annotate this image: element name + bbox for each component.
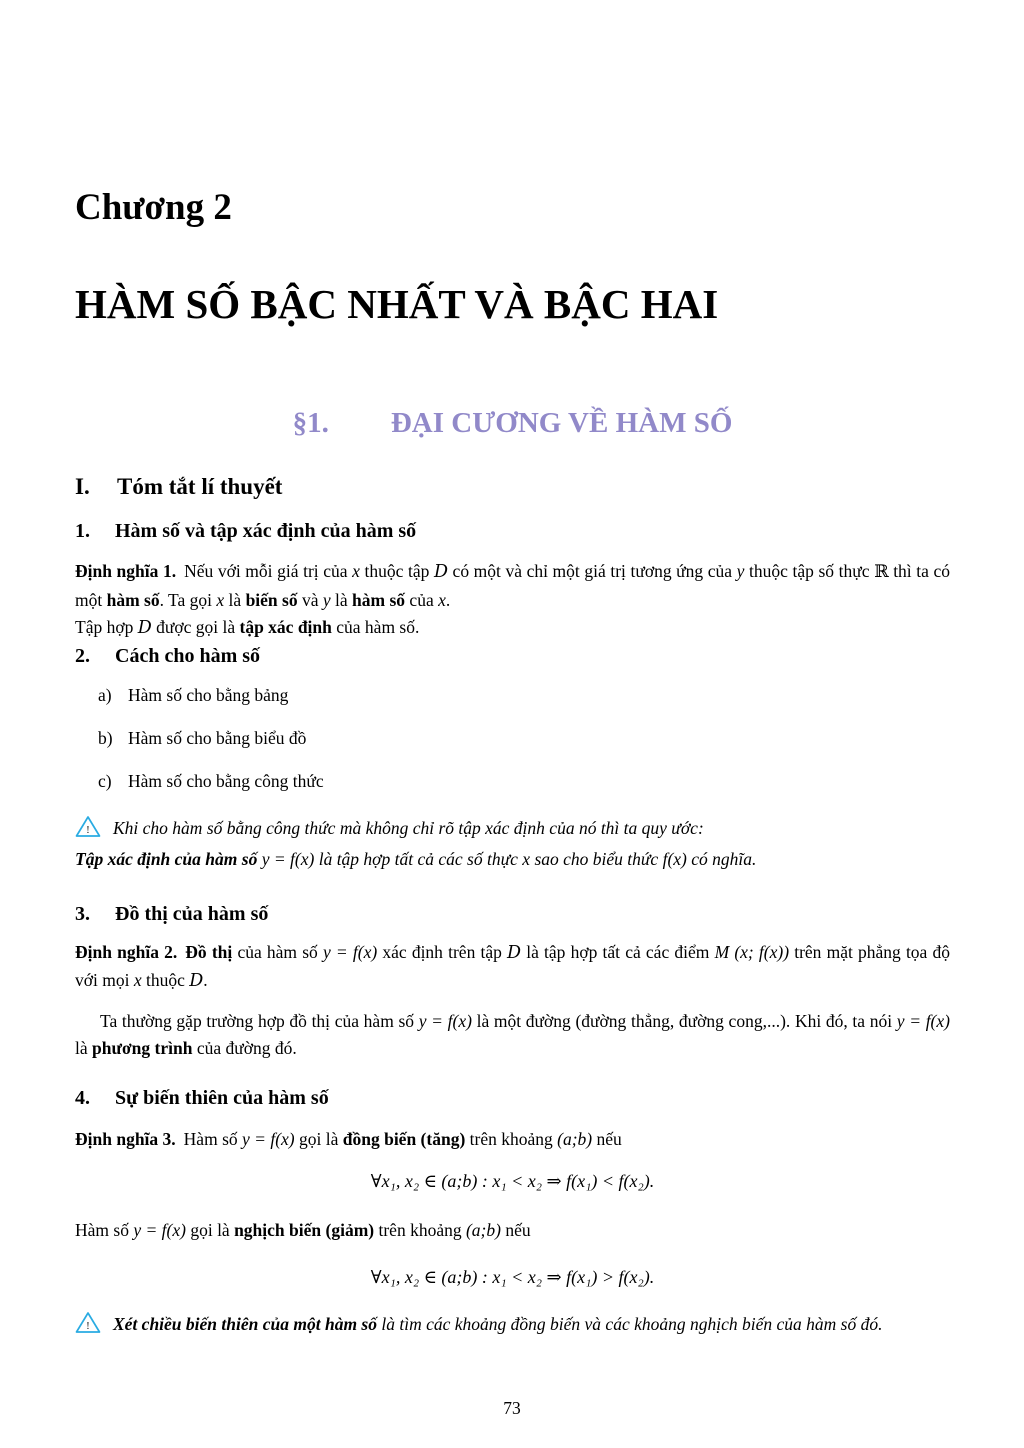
definition-1-body: Nếu với mỗi giá trị của x thuộc tập D có một và chỉ một giá trị tương ứng của y thuộc tập số thực ℝ thì ta có một hàm số. Ta gọi x là biến số và y là hàm số của x.: [75, 561, 951, 610]
list-item: [98, 769, 950, 793]
sub-heading-1-number: 1.: [75, 520, 90, 542]
section-number: §1.: [292, 407, 329, 439]
definition-1-paragraph: [75, 558, 950, 614]
sub-heading-3-number: 3.: [75, 902, 90, 925]
note-monotonicity: [75, 1311, 950, 1343]
sub-heading-2-title: Cách cho hàm số: [115, 644, 261, 667]
note-convention: [75, 815, 950, 874]
list-item-label: c): [98, 770, 112, 791]
warning-triangle-icon: [75, 1311, 101, 1343]
definition-2-label: Định nghĩa 2.: [75, 941, 178, 962]
section-title: ĐẠI CƯƠNG VỀ HÀM SỐ: [390, 407, 733, 439]
list-item-text: Hàm số cho bằng bảng: [128, 684, 289, 705]
warning-triangle-icon: [75, 815, 101, 847]
definition-2-paragraph: [75, 939, 950, 996]
sub-heading-2-number: 2.: [75, 644, 90, 667]
note-convention-line2: Tập xác định của hàm số y = f(x) là tập hợp tất cả các số thực x sao cho biểu thức f(x) có nghĩa.: [75, 849, 757, 869]
sub-heading-2: [75, 643, 950, 669]
svg-text:!: !: [86, 823, 90, 836]
formula-decreasing: ∀x₁, x₂ ∈ (a;b) : x₁ < x₂ ⇒ f(x₁) > f(x₂).: [370, 1266, 655, 1287]
note-convention-line1: Khi cho hàm số bằng công thức mà không chỉ rõ tập xác định của nó thì ta quy ước:: [113, 817, 704, 838]
sub-heading-3: [75, 901, 950, 927]
list-item-text: Hàm số cho bằng công thức: [128, 770, 324, 791]
note-monotonicity-text: Xét chiều biến thiên của một hàm số là tìm các khoảng đồng biến và các khoảng nghịch biến của hàm số đó.: [113, 1313, 883, 1334]
graph-note-paragraph: Ta thường gặp trường hợp đồ thị của hàm số y = f(x) là một đường (đường thẳng, đường cong,...). Khi đó, ta nói y = f(x) là phương trình của đường đó.: [75, 1010, 950, 1058]
list-item-label: b): [98, 727, 113, 748]
definition-3-body: Hàm số y = f(x) gọi là đồng biến (tăng) trên khoảng (a;b) nếu: [183, 1128, 622, 1149]
sub-heading-1: [75, 518, 950, 544]
sub-heading-4-number: 4.: [75, 1086, 90, 1109]
page-number: 73: [503, 1398, 521, 1418]
formula-increasing: ∀x₁, x₂ ∈ (a;b) : x₁ < x₂ ⇒ f(x₁) < f(x₂).: [370, 1171, 655, 1191]
list-item: [98, 726, 950, 750]
part-heading-theory: [75, 472, 950, 501]
sub-heading-4-title: Sự biến thiên của hàm số: [115, 1086, 329, 1109]
sub-heading-3-title: Đồ thị của hàm số: [115, 902, 269, 925]
decreasing-paragraph: Hàm số y = f(x) gọi là nghịch biến (giảm) trên khoảng (a;b) nếu: [75, 1220, 531, 1240]
chapter-title: HÀM SỐ BẬC NHẤT VÀ BẬC HAI: [75, 281, 719, 327]
list-item-label: a): [98, 684, 112, 705]
method-list: [75, 683, 950, 793]
part-numeral: I.: [75, 474, 90, 499]
chapter-label: Chương 2: [75, 187, 232, 228]
definition-1-paragraph-2: Tập hợp D được gọi là tập xác định của hàm số.: [75, 617, 420, 638]
definition-2-body: Đồ thị của hàm số y = f(x) xác định trên tập D là tập hợp tất cả các điểm M (x; f(x)) trên mặt phẳng tọa độ với mọi x thuộc D.: [75, 941, 950, 991]
section-heading: [75, 404, 950, 442]
definition-3-label: Định nghĩa 3.: [75, 1128, 176, 1149]
svg-text:!: !: [86, 1319, 90, 1332]
sub-heading-4: [75, 1085, 950, 1111]
sub-heading-1-title: Hàm số và tập xác định của hàm số: [115, 520, 417, 542]
list-item-text: Hàm số cho bằng biểu đồ: [128, 727, 307, 748]
part-title: Tóm tắt lí thuyết: [117, 474, 283, 499]
list-item: [98, 683, 950, 707]
definition-3-paragraph: [75, 1126, 950, 1154]
definition-1-label: Định nghĩa 1.: [75, 561, 177, 581]
